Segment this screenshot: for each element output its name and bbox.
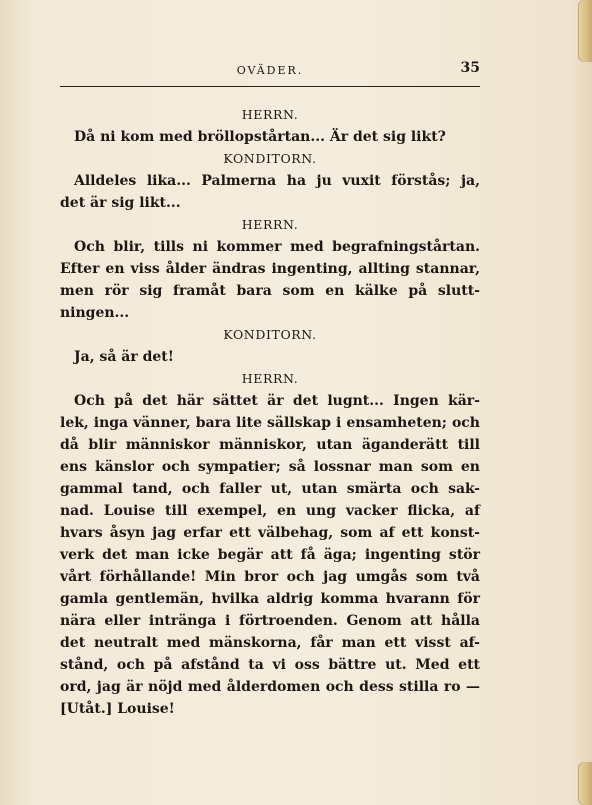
- dialogue-line: gamla gentlemän, hvilka aldrig komma hvarann för: [60, 591, 480, 607]
- dialogue-line: Ja, så är det!: [74, 349, 174, 365]
- dialogue-line: men rör sig framåt bara som en kälke på slutt-: [60, 283, 480, 299]
- dialogue-line: Efter en viss ålder ändras ingenting, allting stannar,: [60, 261, 480, 277]
- dialogue-line: Alldeles lika... Palmerna ha ju vuxit förstås; ja,: [74, 173, 480, 189]
- dialogue-line: [Utåt.] Louise!: [60, 701, 175, 717]
- speaker-heading: KONDITORN.: [223, 327, 317, 342]
- dialogue-line: nära eller intränga i förtroenden. Genom att hålla: [60, 613, 480, 629]
- dialogue-line: det neutralt med mänskorna, får man ett visst af-: [60, 635, 480, 651]
- page-tab-top: [578, 0, 592, 62]
- speaker-heading: HERRN.: [241, 371, 299, 386]
- dialogue-line: det är sig likt...: [60, 195, 181, 211]
- play-text: [60, 104, 480, 720]
- dialogue-line: hvars åsyn jag erfar ett välbehag, som af ett konst-: [60, 525, 480, 541]
- dialogue-line: ord, jag är nöjd med ålderdomen och dess stilla ro —: [60, 679, 480, 695]
- dialogue-line: vårt förhållande! Min bror och jag umgås som två: [60, 569, 480, 585]
- page-tab-bottom: [578, 762, 592, 805]
- dialogue-line: gammal tand, och faller ut, utan smärta och sak-: [60, 481, 480, 497]
- speaker-heading: KONDITORN.: [223, 151, 317, 166]
- page-number: 35: [460, 60, 480, 76]
- dialogue-line: ens känslor och sympatier; så lossnar man som en: [60, 459, 480, 475]
- speaker-heading: HERRN.: [241, 217, 299, 232]
- dialogue-line: stånd, och på afstånd ta vi oss bättre ut. Med ett: [60, 657, 480, 673]
- header-rule: [60, 86, 480, 87]
- page-header: [60, 58, 480, 80]
- running-title: OVÄDER.: [236, 64, 304, 77]
- dialogue-line: Och på det här sättet är det lugnt... Ingen kär-: [74, 393, 480, 409]
- speaker-heading: HERRN.: [241, 107, 299, 122]
- dialogue-line: lek, inga vänner, bara lite sällskap i ensamheten; och: [60, 415, 480, 431]
- dialogue-line: verk det man icke begär att få äga; ingenting stör: [60, 547, 480, 563]
- dialogue-line: då blir människor människor, utan äganderätt till: [60, 437, 480, 453]
- dialogue-line: Då ni kom med bröllopstårtan... Är det sig likt?: [74, 129, 446, 145]
- dialogue-line: ningen...: [60, 305, 130, 321]
- dialogue-line: Och blir, tills ni kommer med begrafningstårtan.: [74, 239, 480, 255]
- dialogue-line: nad. Louise till exempel, en ung vacker flicka, af: [60, 503, 480, 519]
